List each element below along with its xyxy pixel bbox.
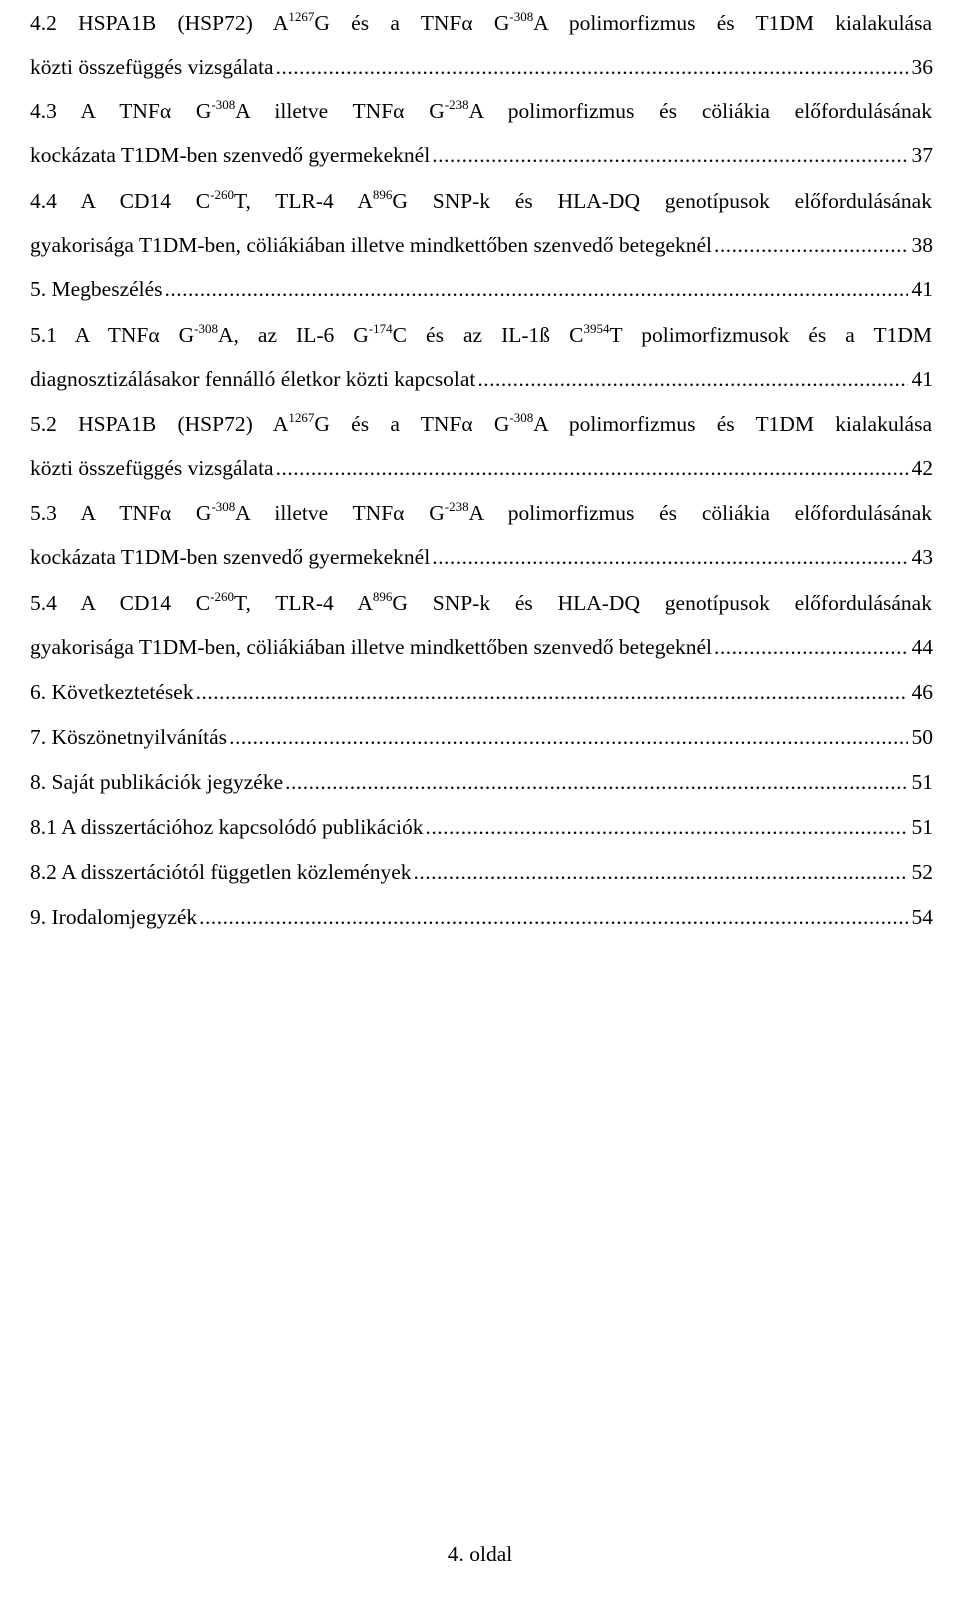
- dot-leader: [229, 725, 907, 750]
- toc-entry-4-2-line1: [0, 0, 960, 36]
- toc-entry-5-3-line2[interactable]: [0, 534, 960, 570]
- toc-entry-title-cont: diagnosztizálásakor fennálló életkor közti kapcsolat: [30, 367, 476, 391]
- toc-page-number: 43: [911, 545, 933, 569]
- dot-leader: [285, 770, 907, 795]
- dot-leader: [276, 55, 908, 80]
- toc-page-number: 37: [911, 143, 933, 167]
- toc-entry-8[interactable]: [0, 759, 960, 795]
- toc-entry-title: 8.1 A disszertációhoz kapcsolódó publikációk: [30, 815, 424, 839]
- toc-entry-title: 5.1 A TNFα $G^{-308}A$, az IL-6 $G^{-174}C$ és az IL-1ß $C^{3954}T$ polimorfizmusok és a T1DM: [30, 321, 932, 347]
- toc-entry-title: 8. Saját publikációk jegyzéke: [30, 770, 284, 794]
- toc-entry-4-4-line1: [0, 178, 960, 214]
- toc-entry-5-1-line2[interactable]: [0, 356, 960, 392]
- dot-leader: [165, 277, 908, 302]
- toc-page-number: 38: [911, 233, 933, 257]
- toc-entry-title: 4.4 A CD14 $C^{-260}T$, TLR-4 $A^{896}G$ SNP-k és HLA-DQ genotípusok előfordulásának: [30, 187, 932, 213]
- toc-page-number: 50: [911, 725, 933, 749]
- dot-leader: [432, 143, 907, 168]
- toc-entry-5-2-line1: [0, 401, 960, 437]
- toc-page-number: 46: [911, 680, 933, 704]
- toc-entry-4-4-line2[interactable]: [0, 222, 960, 258]
- page-footer-number: 4. oldal: [447, 1542, 513, 1566]
- toc-entry-title: 7. Köszönetnyilvánítás: [30, 725, 228, 749]
- toc-entry-4-3-line2[interactable]: [0, 132, 960, 168]
- dot-leader: [432, 545, 907, 570]
- toc-page-number: 41: [911, 367, 933, 391]
- dot-leader: [196, 680, 908, 705]
- toc-entry-title: 4.3 A TNFα $G^{-308}A$ illetve TNFα $G^{-238}A$ polimorfizmus és cöliákia előfordulásának: [30, 97, 932, 123]
- dot-leader: [714, 635, 907, 660]
- toc-entry-title: 4.2 HSPA1B (HSP72) $A^{1267}G$ és a TNFα $G^{-308}A$ polimorfizmus és T1DM kialakulása: [30, 9, 933, 35]
- toc-entry-title-cont: gyakorisága T1DM-ben, cöliákiában illetve mindkettőben szenvedő betegeknél: [30, 233, 713, 257]
- toc-page-number: 36: [911, 55, 933, 79]
- toc-entry-title: 5.4 A CD14 $C^{-260}T$, TLR-4 $A^{896}G$ SNP-k és HLA-DQ genotípusok előfordulásának: [30, 589, 932, 615]
- toc-entry-5-4-line1: [0, 580, 960, 616]
- toc-entry-7[interactable]: [0, 714, 960, 750]
- dot-leader: [276, 456, 908, 481]
- dot-leader: [714, 233, 907, 258]
- toc-page-number: 44: [911, 635, 933, 659]
- toc-entry-5-2-line2[interactable]: [0, 445, 960, 481]
- toc-entry-6[interactable]: [0, 669, 960, 705]
- dot-leader: [414, 860, 908, 885]
- toc-entry-title: 5.3 A TNFα $G^{-308}A$ illetve TNFα $G^{-238}A$ polimorfizmus és cöliákia előfordulásának: [30, 499, 932, 525]
- toc-entry-title: 6. Következtetések: [30, 680, 194, 704]
- dot-leader: [199, 905, 907, 930]
- dot-leader: [477, 367, 907, 392]
- toc-entry-5-3-line1: [0, 490, 960, 526]
- toc-entry-4-3-line1: [0, 88, 960, 124]
- toc-entry-title-cont: kockázata T1DM-ben szenvedő gyermekeknél: [30, 143, 431, 167]
- toc-page-number: 42: [911, 456, 933, 480]
- toc-entry-8-1[interactable]: [0, 804, 960, 840]
- toc-entry-4-2-line2[interactable]: [0, 44, 960, 80]
- toc-page-number: 51: [911, 770, 933, 794]
- toc-entry-title: 5.2 HSPA1B (HSP72) $A^{1267}G$ és a TNFα $G^{-308}A$ polimorfizmus és T1DM kialakulása: [30, 410, 933, 436]
- toc-entry-5[interactable]: [0, 266, 960, 302]
- toc-entry-8-2[interactable]: [0, 849, 960, 885]
- toc-entry-title: 9. Irodalomjegyzék: [30, 905, 198, 929]
- toc-entry-9[interactable]: [0, 894, 960, 930]
- toc-entry-5-1-line1: [0, 312, 960, 348]
- toc-page-number: 52: [911, 860, 933, 884]
- dot-leader: [426, 815, 908, 840]
- toc-entry-title-cont: közti összefüggés vizsgálata: [30, 55, 274, 79]
- toc-entry-title-cont: kockázata T1DM-ben szenvedő gyermekeknél: [30, 545, 431, 569]
- toc-page-number: 51: [911, 815, 933, 839]
- toc-entry-title-cont: közti összefüggés vizsgálata: [30, 456, 274, 480]
- toc-entry-title: 8.2 A disszertációtól független közlemények: [30, 860, 412, 884]
- toc-entry-title: 5. Megbeszélés: [30, 277, 163, 301]
- toc-entry-5-4-line2[interactable]: [0, 624, 960, 660]
- toc-page-number: 41: [911, 277, 933, 301]
- toc-entry-title-cont: gyakorisága T1DM-ben, cöliákiában illetve mindkettőben szenvedő betegeknél: [30, 635, 713, 659]
- toc-page-number: 54: [911, 905, 933, 929]
